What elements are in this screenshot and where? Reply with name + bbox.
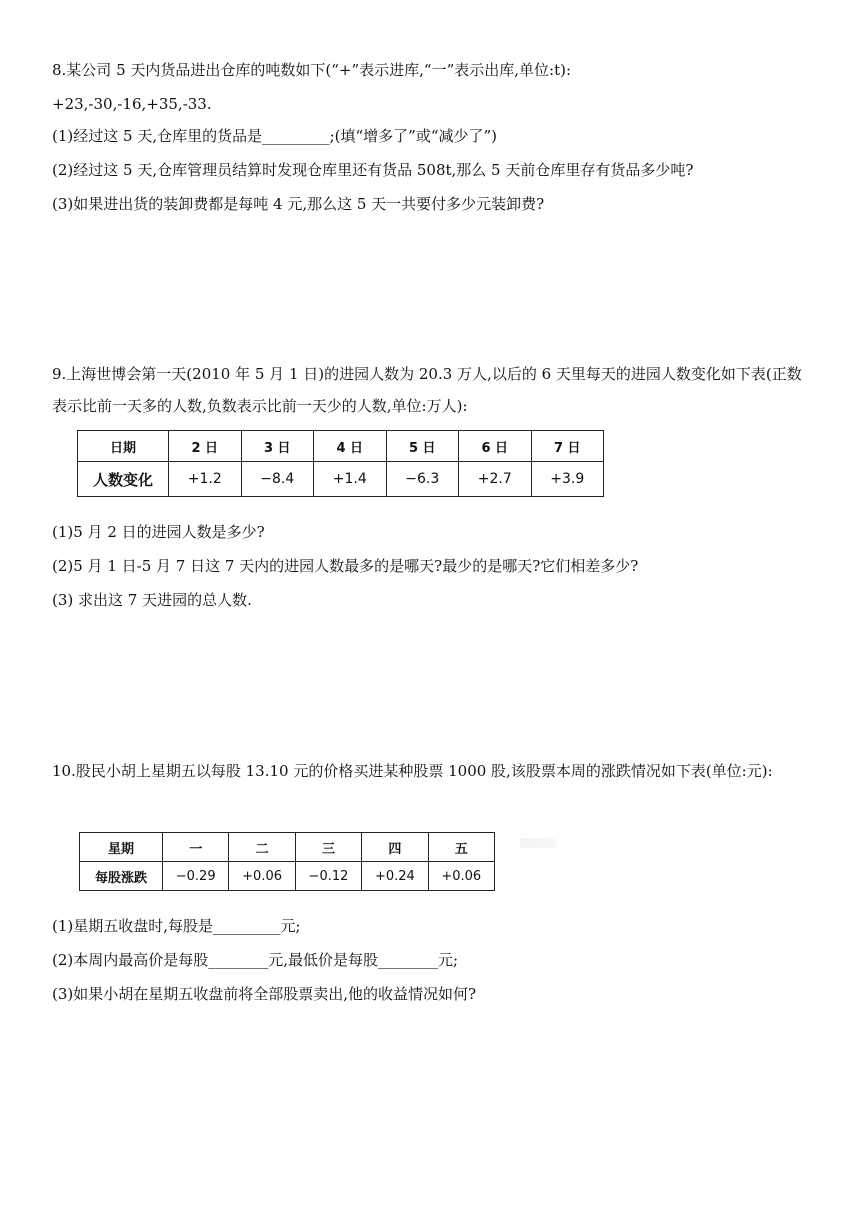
scan-artifact	[520, 838, 556, 848]
table-cell: −0.29	[163, 862, 229, 891]
table-header-cell: 四	[362, 833, 428, 862]
q10-part2: (2)本周内最高价是每股________元,最低价是每股________元;	[52, 951, 459, 969]
table-cell: +2.7	[459, 462, 532, 497]
table-cell: −6.3	[386, 462, 459, 497]
table-header-cell: 2 日	[169, 431, 242, 462]
table-row-label: 每股涨跌	[80, 862, 163, 891]
table-header-row	[78, 431, 604, 462]
table-header-cell: 4 日	[314, 431, 387, 462]
q10-stem: 10.股民小胡上星期五以每股 13.10 元的价格买进某种股票 1000 股,该股票本周的涨跌情况如下表(单位:元):	[52, 762, 773, 780]
table-header-cell: 7 日	[531, 431, 604, 462]
q9-part2: (2)5 月 1 日-5 月 7 日这 7 天内的进园人数最多的是哪天?最少的是哪天?它们相差多少?	[52, 557, 639, 575]
table-cell: −0.12	[295, 862, 361, 891]
q8-values: +23,-30,-16,+35,-33.	[52, 95, 212, 113]
q10-stock-table	[79, 832, 495, 891]
q8-part2: (2)经过这 5 天,仓库管理员结算时发现仓库里还有货品 508t,那么 5 天前仓库里存有货品多少吨?	[52, 161, 694, 179]
q10-part3: (3)如果小胡在星期五收盘前将全部股票卖出,他的收益情况如何?	[52, 985, 477, 1003]
q9-attendance-table	[77, 430, 604, 497]
table-cell: −8.4	[241, 462, 314, 497]
table-cell: +3.9	[531, 462, 604, 497]
q9-stem: 9.上海世博会第一天(2010 年 5 月 1 日)的进园人数为 20.3 万人,以后的 6 天里每天的进园人数变化如下表(正数表示比前一天多的人数,负数表示比前一天少的人数,单位:万人):	[52, 365, 802, 415]
table-header-cell: 5 日	[386, 431, 459, 462]
table-cell: +0.24	[362, 862, 428, 891]
table-header-row	[80, 833, 495, 862]
q9-part3: (3) 求出这 7 天进园的总人数.	[52, 591, 252, 609]
q9-part1: (1)5 月 2 日的进园人数是多少?	[52, 523, 265, 541]
table-header-label: 日期	[78, 431, 169, 462]
q10-part1: (1)星期五收盘时,每股是_________元;	[52, 917, 301, 935]
q8-stem: 8.某公司 5 天内货品进出仓库的吨数如下(“+”表示进库,“一”表示出库,单位:t):	[52, 61, 572, 79]
table-row	[80, 862, 495, 891]
table-cell: +0.06	[428, 862, 494, 891]
table-cell: +0.06	[229, 862, 295, 891]
table-header-cell: 三	[295, 833, 361, 862]
q8-part1: (1)经过这 5 天,仓库里的货品是_________;(填“增多了”或“减少了”)	[52, 127, 498, 145]
table-header-cell: 二	[229, 833, 295, 862]
table-cell: +1.4	[314, 462, 387, 497]
q8-part3: (3)如果进出货的装卸费都是每吨 4 元,那么这 5 天一共要付多少元装卸费?	[52, 195, 545, 213]
table-header-label: 星期	[80, 833, 163, 862]
table-header-cell: 3 日	[241, 431, 314, 462]
table-row	[78, 462, 604, 497]
table-header-cell: 一	[163, 833, 229, 862]
table-cell: +1.2	[169, 462, 242, 497]
table-header-cell: 五	[428, 833, 494, 862]
table-header-cell: 6 日	[459, 431, 532, 462]
table-row-label: 人数变化	[78, 462, 169, 497]
